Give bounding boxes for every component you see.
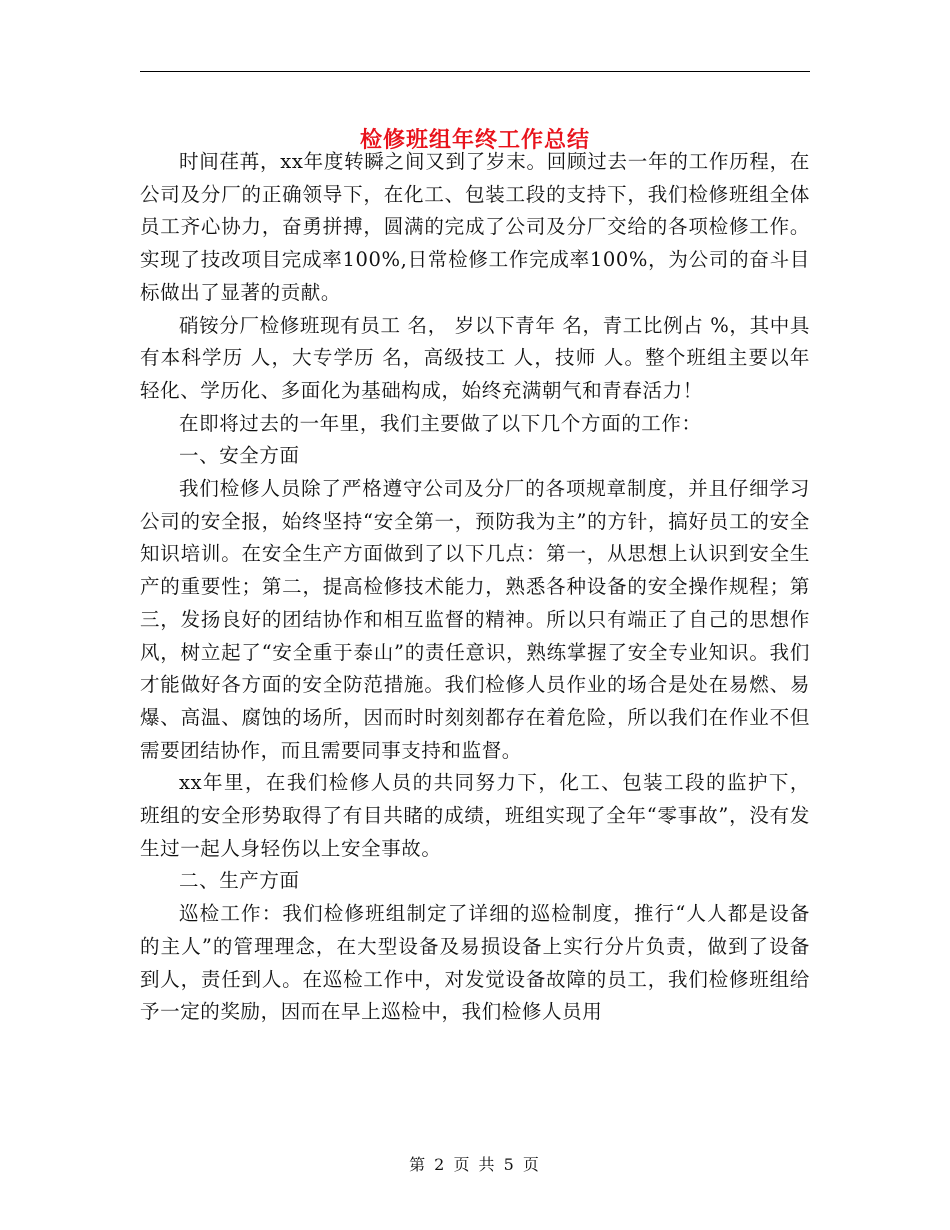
section-heading-production: 二、生产方面 <box>179 869 300 893</box>
paragraph-work-overview: 在即将过去的一年里，我们主要做了以下几个方面的工作： <box>179 411 702 435</box>
document-body <box>140 146 810 1029</box>
section-heading-safety: 一、安全方面 <box>179 444 300 468</box>
page-number: 第 2 页 共 5 页 <box>409 1155 541 1174</box>
paragraph-intro: 时间荏苒，xx年度转瞬之间又到了岁末。回顾过去一年的工作历程，在公司及分厂的正确领导下，在化工、包装工段的支持下，我们检修班组全体员工齐心协力，奋勇拼搏，圆满的完成了公司及分厂交给的各项检修工作。实现了技改项目完成率100%,日常检修工作完成率100%，为公司的奋斗目标做出了显著的贡献。 <box>140 150 810 304</box>
paragraph-safety: 我们检修人员除了严格遵守公司及分厂的各项规章制度，并且仔细学习公司的安全报，始终坚持“安全第一，预防我为主”的方针，搞好员工的安全知识培训。在安全生产方面做到了以下几点：第一，从思想上认识到安全生产的重要性；第二，提高检修技术能力，熟悉各种设备的安全操作规程；第三，发扬良好的团结协作和相互监督的精神。所以只有端正了自己的思想作风，树立起了“安全重于泰山”的责任意识，熟练掌握了安全专业知识。我们才能做好各方面的安全防范措施。我们检修人员作业的场合是处在易燃、易爆、高温、腐蚀的场所，因而时时刻刻都存在着危险，所以我们在作业不但需要团结协作，而且需要同事支持和监督。 <box>140 477 810 762</box>
header-rule <box>140 71 810 72</box>
paragraph-safety-result: xx年里，在我们检修人员的共同努力下，化工、包装工段的监护下， 班组的安全形势取得了有目共睹的成绩，班组实现了全年“零事故”，没有发生过一起人身轻伤以上安全事故。 <box>140 771 810 860</box>
paragraph-team-profile: 硝铵分厂检修班现有员工 名， 岁以下青年 名，青工比例占 %，其中具有本科学历 人，大专学历 名，高级技工 人，技师 人。整个班组主要以年轻化、学历化、多面化为基础构成，始终充满朝气和青春活力！ <box>140 313 810 402</box>
paragraph-inspection: 巡检工作：我们检修班组制定了详细的巡检制度，推行“人人都是设备的主人”的管理理念，在大型设备及易损设备上实行分片负责，做到了设备到人，责任到人。在巡检工作中，对发觉设备故障的员工，我们检修班组给予一定的奖励，因而在早上巡检中，我们检修人员用 <box>140 902 810 1024</box>
document-title: 检修班组年终工作总结 <box>359 126 590 153</box>
